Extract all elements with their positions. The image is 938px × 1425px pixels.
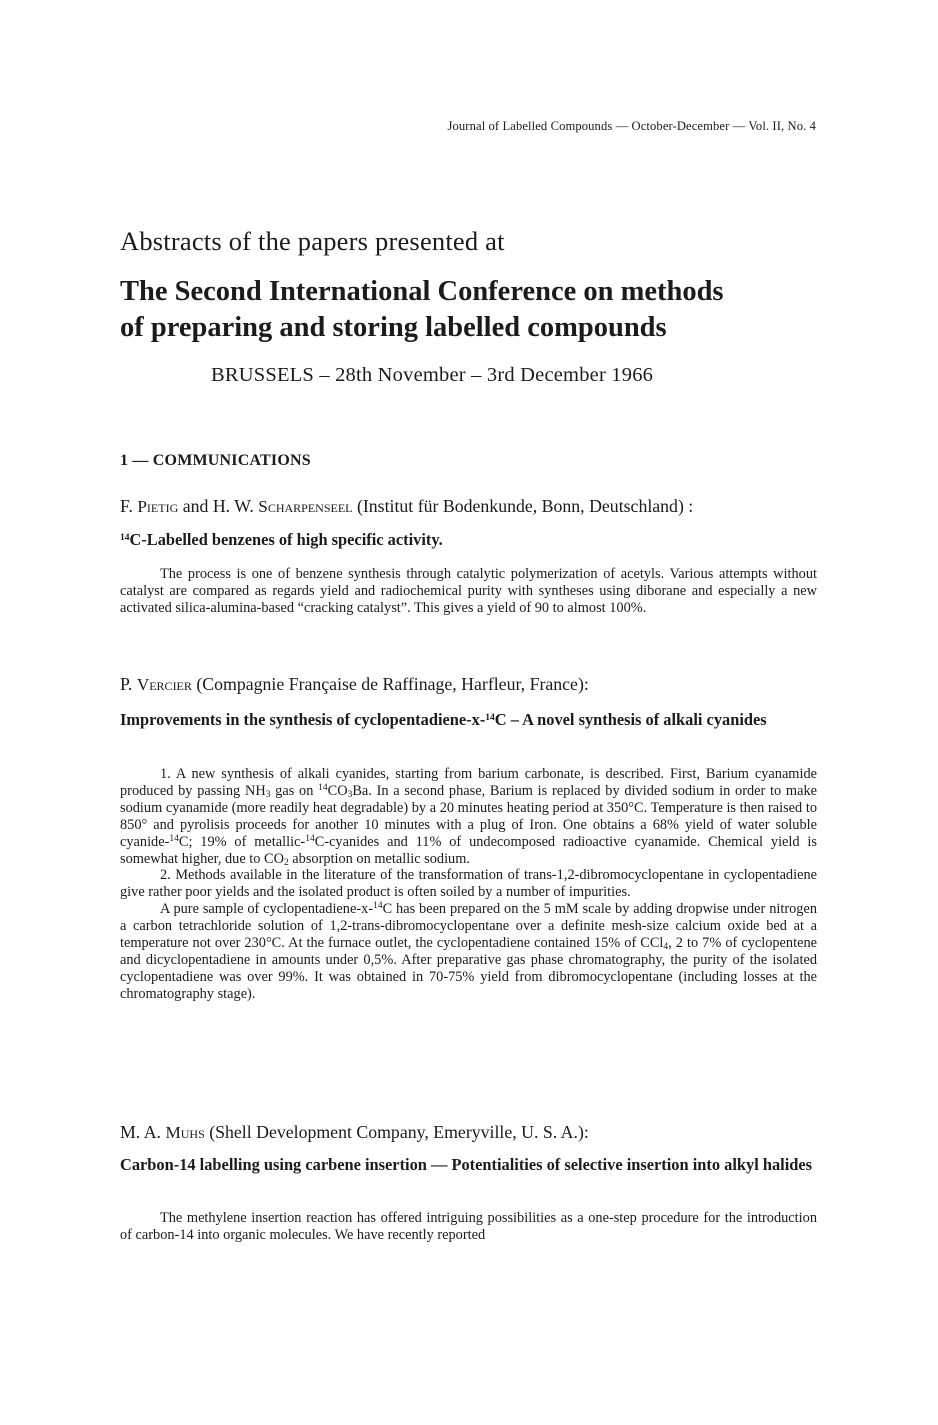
article-2-abstract xyxy=(120,766,817,1003)
running-head: Journal of Labelled Compounds — October-December — Vol. II, No. 4 xyxy=(447,119,816,133)
article-2-paragraph-1: 1. A new synthesis of alkali cyanides, starting from barium carbonate, is described. First, Barium cyanamide produced by passing $NH_3$ gas on $^{14}CO_3Ba$. In a second phase, Barium is replaced by divided sodium in order to make sodium cyanamide (more readily heat degradable) by a 20 minutes heating period at 350°C. Temperature is then raised to 850° and pyrolisis proceeds for another 10 minutes with a plug of Iron. One obtains a 68% yield of water soluble cyanide-$^{14}$C; 19% of metallic-$^{14}$C-cyanides and 11% of undecomposed radioactive cyanamide. Chemical yield is somewhat higher, due to $CO_2$ absorption on metallic sodium. xyxy=(120,766,817,868)
article-3-authors: M. A. Muhs (Shell Development Company, Emeryville, U. S. A.): xyxy=(120,1122,589,1142)
article-1-authors: F. Pietig and H. W. Scharpenseel (Institut für Bodenkunde, Bonn, Deutschland) : xyxy=(120,496,694,516)
article-1-title: $^{14}$C-Labelled benzenes of high specific activity. xyxy=(120,530,443,549)
article-1-abstract: The process is one of benzene synthesis through catalytic polymerization of acetyls. Various attempts without catalyst are compared as regards yield and radiochemical purity with syntheses using diborane and especially a new activated silica-alumina-based “cracking catalyst”. This gives a yield of 90 to almost 100%. xyxy=(120,566,817,616)
article-2-paragraph-2: 2. Methods available in the literature of the transformation of trans-1,2-dibromocyclopentane in cyclopentadiene give rather poor yields and the isolated product is often soiled by a number of impurities. xyxy=(120,867,817,901)
section-heading: 1 — COMMUNICATIONS xyxy=(120,452,311,469)
article-3-abstract: The methylene insertion reaction has offered intriguing possibilities as a one-step procedure for the introduction of carbon-14 into organic molecules. We have recently reported xyxy=(120,1210,817,1243)
article-3-title: Carbon-14 labelling using carbene insertion — Potentialities of selective insertion into alkyl halides xyxy=(120,1155,813,1174)
article-2-title: Improvements in the synthesis of cyclopentadiene-x-$^{14}$C – A novel synthesis of alkali cyanides xyxy=(120,710,767,729)
conference-title-line-2: of preparing and storing labelled compounds xyxy=(120,312,667,343)
article-2-authors: P. Vercier (Compagnie Française de Raffinage, Harfleur, France): xyxy=(120,674,589,694)
article-2-paragraph-3: A pure sample of cyclopentadiene-x-$^{14}$C has been prepared on the 5 mM scale by adding dropwise under nitrogen a carbon tetrachloride solution of 1,2-trans-dibromocyclopentane over a definite mesh-size calcium oxide bed at a temperature not over 230°C. At the furnace outlet, the cyclopentadiene contained 15% of CCl$_4$, 2 to 7% of cyclopentene and dicyclopentadiene in amounts under 0,5%. After preparative gas phase chromatography, the purity of the isolated cyclopentadiene was over 99%. It was obtained in 70-75% yield from dibromocyclopentane (including losses at the chromatography stage). xyxy=(120,901,818,1002)
conference-title xyxy=(120,274,820,346)
conference-location-date: BRUSSELS – 28th November – 3rd December 1966 xyxy=(211,364,654,386)
conference-title-line-1: The Second International Conference on methods xyxy=(120,276,724,307)
title-intro: Abstracts of the papers presented at xyxy=(120,226,505,256)
